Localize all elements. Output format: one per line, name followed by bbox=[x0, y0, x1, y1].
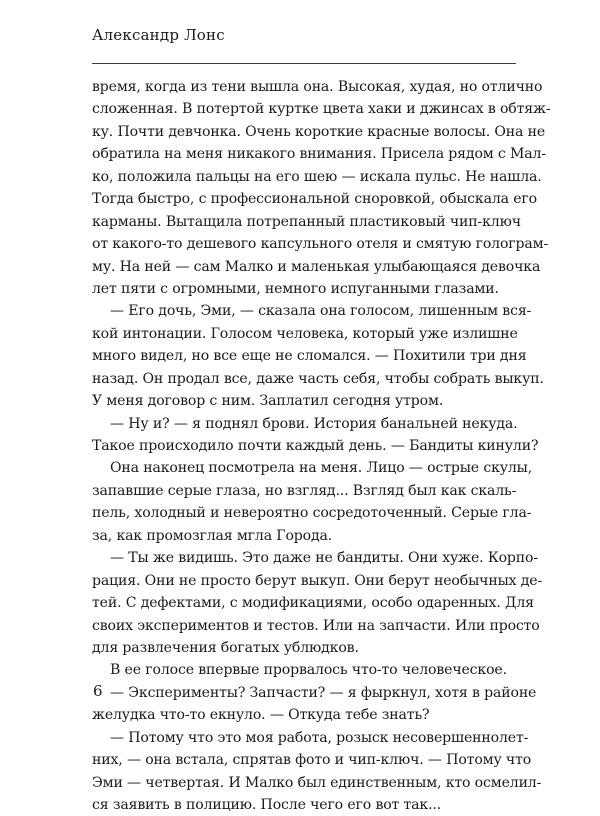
text-line: У меня договор с ним. Заплатил сегодня утром. bbox=[92, 393, 444, 410]
running-head: Александр Лонс bbox=[92, 26, 225, 44]
text-line: обратила на меня никакого внимания. Присела рядом с Мал- bbox=[92, 146, 546, 163]
text-line: запавшие серые глаза, но взгляд... Взгляд был как скаль- bbox=[92, 482, 517, 499]
text-line: — Его дочь, Эми, — сказала она голосом, лишенным вся- bbox=[110, 303, 532, 320]
text-line: Эми — четвертая. И Малко был единственным, кто осмелил- bbox=[92, 774, 542, 791]
text-line: много видел, но все еще не сломался. — Похитили три дня bbox=[92, 348, 527, 365]
text-line: — Потому что это моя работа, розыск несовершеннолет- bbox=[110, 729, 529, 746]
text-line: от какого-то дешевого капсульного отеля и смятую голограм- bbox=[92, 236, 549, 253]
text-line: пель, холодный и невероятно сосредоточенный. Серые гла- bbox=[92, 505, 532, 522]
text-line: ко, положила пальцы на его шею — искала пульс. Не нашла. bbox=[92, 168, 542, 185]
text-line: карманы. Вытащила потрепанный пластиковый чип-ключ bbox=[92, 213, 521, 230]
text-line: рация. Они не просто берут выкуп. Они берут необычных де- bbox=[92, 572, 543, 589]
text-line: время, когда из тени вышла она. Высокая, худая, но отлично bbox=[92, 79, 543, 95]
text-line: для развлечения богатых ублюдков. bbox=[92, 639, 359, 656]
text-line: Она наконец посмотрела на меня. Лицо — острые скулы, bbox=[110, 460, 533, 477]
text-line: желудка что-то екнуло. — Откуда тебе знать? bbox=[92, 707, 430, 724]
text-line: своих экспериментов и тестов. Или на запчасти. Или просто bbox=[92, 617, 540, 634]
text-line: них, — она встала, спрятав фото и чип-ключ. — Потому что bbox=[92, 752, 532, 769]
text-line: лет пяти с огромными, немного испуганными глазами. bbox=[92, 280, 499, 297]
text-line: сложенная. В потертой куртке цвета хаки и джинсах в обтяж- bbox=[92, 101, 551, 118]
text-line: назад. Он продал все, даже часть себя, чтобы собрать выкуп. bbox=[92, 370, 544, 387]
header-rule bbox=[92, 63, 516, 64]
text-line: му. На ней — сам Малко и маленькая улыбающаяся девочка bbox=[92, 258, 541, 275]
text-line: за, как промозглая мгла Города. bbox=[92, 527, 333, 544]
text-line: ку. Почти девчонка. Очень короткие красные волосы. Она не bbox=[92, 123, 546, 140]
text-line: — Ну и? — я поднял брови. История банальней некуда. bbox=[110, 415, 518, 432]
text-line: В ее голосе впервые прорвалось что-то человеческое. bbox=[110, 662, 507, 679]
text-line: кой интонации. Голосом человека, который уже излишне bbox=[92, 325, 518, 342]
body-text bbox=[92, 76, 551, 816]
text-line: ся заявить в полицию. После чего его вот так... bbox=[92, 797, 442, 813]
text-line: тей. С дефектами, с модификациями, особо одаренных. Для bbox=[92, 595, 534, 612]
text-line: Такое происходило почти каждый день. — Бандиты кинули? bbox=[92, 438, 539, 454]
text-line: — Эксперименты? Запчасти? — я фыркнул, хотя в районе bbox=[110, 684, 537, 701]
text-line: Тогда быстро, с профессиональной сноровкой, обыскала его bbox=[92, 191, 537, 208]
text-line: — Ты же видишь. Это даже не бандиты. Они хуже. Корпо- bbox=[110, 550, 538, 567]
page-number: 6 bbox=[93, 682, 103, 700]
